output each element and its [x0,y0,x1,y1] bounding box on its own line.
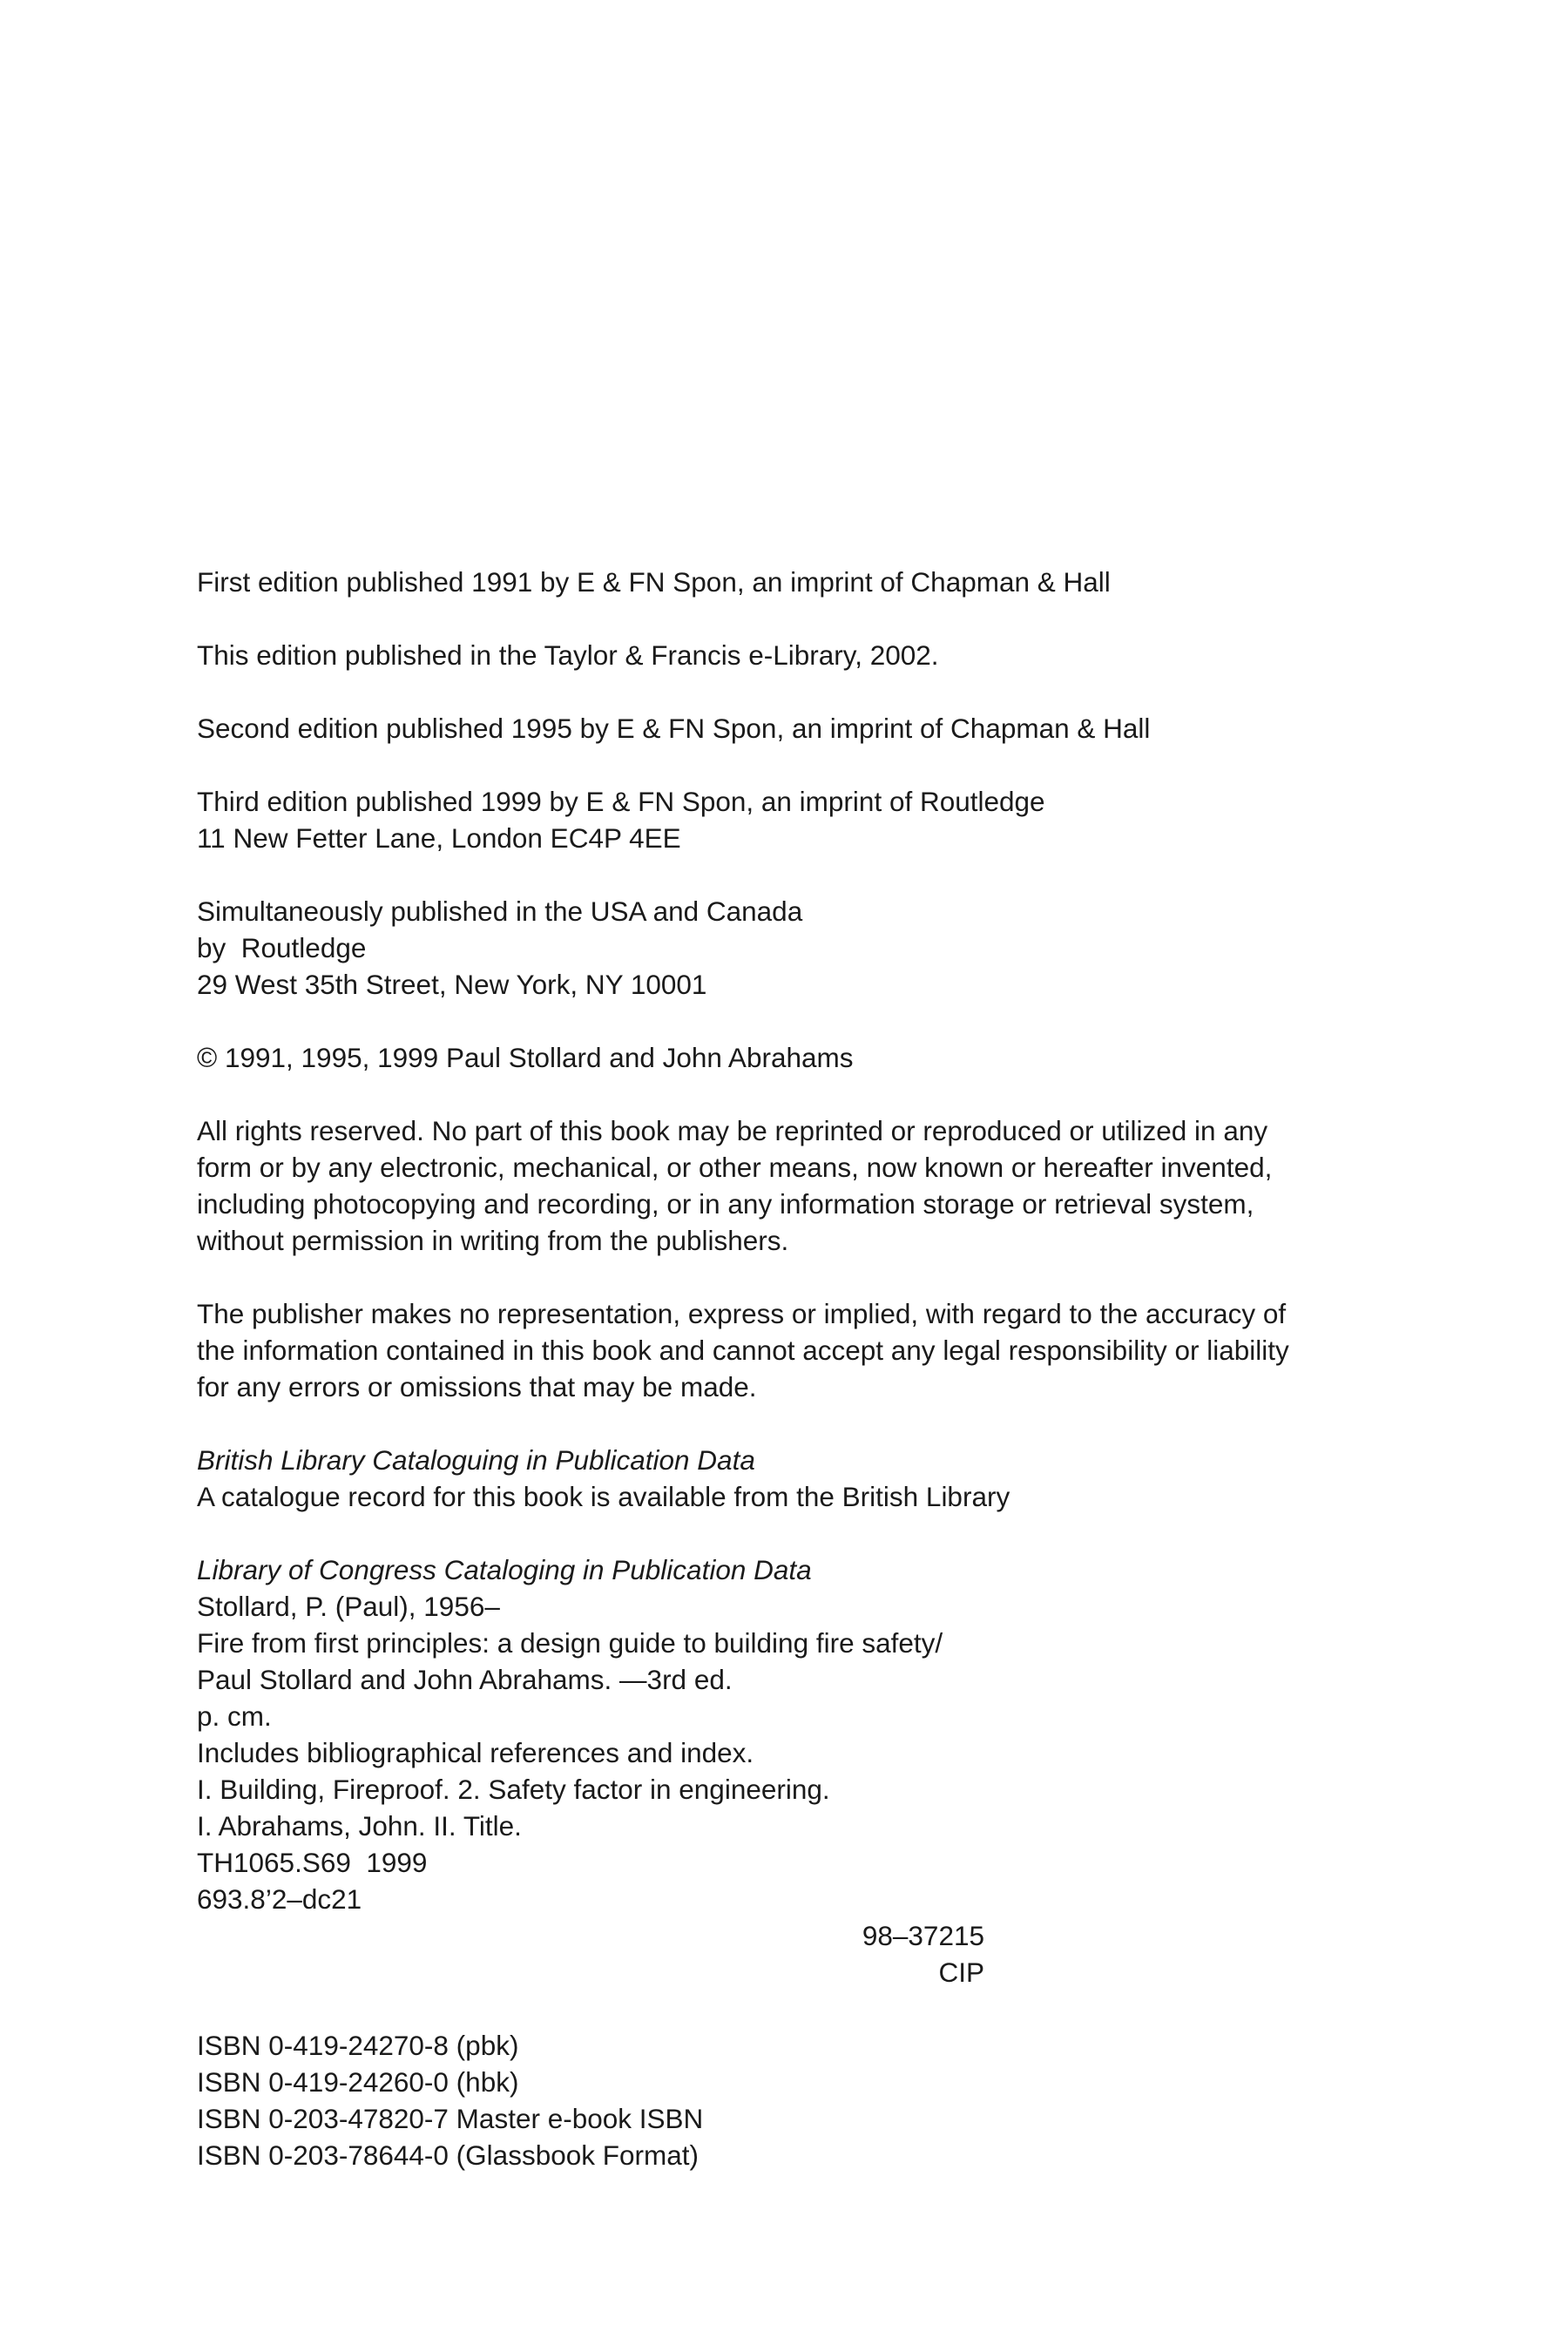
cip-dewey-line: 693.8’2–dc21 [197,1883,362,1915]
new-york-address-line: 29 West 35th Street, New York, NY 10001 [197,969,707,1000]
british-library-text: A catalogue record for this book is available from the British Library [197,1481,1010,1512]
copyright-page [197,564,1416,2173]
library-of-congress-heading: Library of Congress Cataloging in Publication Data [197,1554,812,1585]
ebook-edition-line: This edition published in the Taylor & Francis e-Library, 2002. [197,639,939,671]
cip-authors-edition-line: Paul Stollard and John Abrahams. —3rd ed. [197,1664,733,1695]
cip-notes-line: Includes bibliographical references and index. [197,1737,754,1768]
cip-subjects-line: I. Building, Fireproof. 2. Safety factor in engineering. [197,1774,830,1805]
isbn-glassbook: ISBN 0-203-78644-0 (Glassbook Format) [197,2139,699,2171]
cip-call-number-line: TH1065.S69 1999 [197,1847,428,1878]
usa-publication-notice [197,893,1416,1003]
british-library-cip [197,1442,1416,1515]
isbn-hardback: ISBN 0-419-24260-0 (hbk) [197,2066,519,2098]
third-edition-line: Third edition published 1999 by E & FN Spon, an imprint of Routledge [197,786,1045,817]
rights-reserved-paragraph [197,1112,1416,1259]
rights-line: including photocopying and recording, or in any information storage or retrieval system, [197,1188,1254,1220]
disclaimer-line: The publisher makes no representation, express or implied, with regard to the accuracy of [197,1298,1287,1329]
isbn-master-ebook: ISBN 0-203-47820-7 Master e-book ISBN [197,2103,704,2134]
rights-line: without permission in writing from the publishers. [197,1225,789,1256]
lccn-group [197,1917,984,1990]
second-edition-line: Second edition published 1995 by E & FN Spon, an imprint of Chapman & Hall [197,713,1151,744]
cip-added-entries-line: I. Abrahams, John. II. Title. [197,1810,522,1842]
first-edition-line: First edition published 1991 by E & FN Spon, an imprint of Chapman & Hall [197,566,1111,598]
rights-line: All rights reserved. No part of this book may be reprinted or reproduced or utilized in any [197,1115,1268,1146]
usa-canada-line: Simultaneously published in the USA and Canada [197,896,803,927]
usa-publisher-line: by Routledge [197,932,367,963]
isbn-list [197,2027,1416,2173]
library-of-congress-cip [197,1551,1416,1917]
copyright-notice [197,1039,1416,1076]
disclaimer-line: for any errors or omissions that may be made. [197,1371,757,1402]
cip-title-line: Fire from first principles: a design guide to building fire safety/ [197,1627,943,1659]
disclaimer-paragraph [197,1295,1416,1405]
british-library-heading: British Library Cataloguing in Publication Data [197,1444,755,1476]
rights-line: form or by any electronic, mechanical, or other means, now known or hereafter invented, [197,1152,1273,1183]
isbn-paperback: ISBN 0-419-24270-8 (pbk) [197,2030,519,2061]
cip-author-line: Stollard, P. (Paul), 1956– [197,1591,500,1622]
disclaimer-line: the information contained in this book and cannot accept any legal responsibility or liability [197,1335,1289,1366]
ebook-edition-notice [197,637,1416,673]
third-edition-notice [197,783,1416,856]
second-edition-notice [197,710,1416,747]
cip-pages-line: p. cm. [197,1700,272,1732]
london-address-line: 11 New Fetter Lane, London EC4P 4EE [197,822,681,854]
copyright-line: © 1991, 1995, 1999 Paul Stollard and John Abrahams [197,1042,854,1073]
cip-label: CIP [938,1957,984,1988]
first-edition-notice [197,564,1416,600]
lccn-number: 98–37215 [862,1920,984,1951]
